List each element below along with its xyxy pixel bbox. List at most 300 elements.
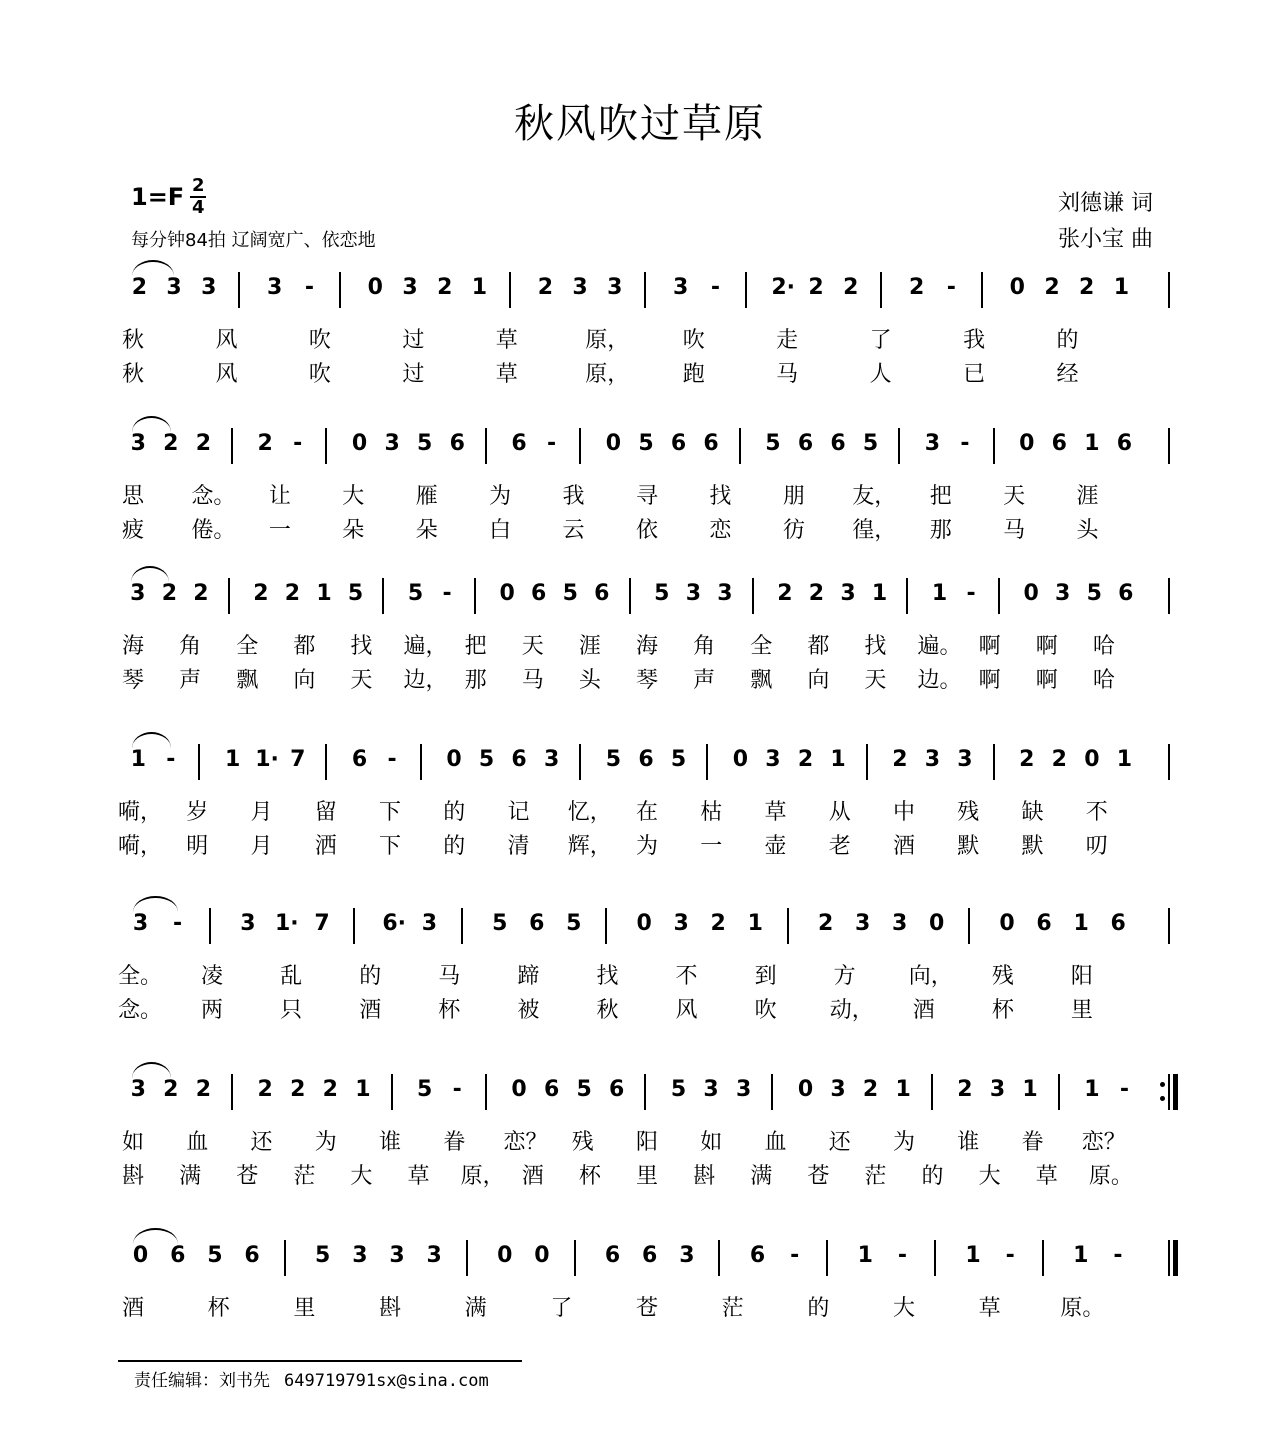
note: 2 xyxy=(322,1077,338,1102)
note: 3 xyxy=(384,431,400,456)
note: 3 xyxy=(735,1077,752,1102)
lyric-syllable: 从 xyxy=(828,800,851,825)
lyric-syllable: 谁 xyxy=(378,1130,401,1155)
note: 0 xyxy=(797,1077,814,1102)
note: 5 xyxy=(566,911,582,936)
lyric-syllable: 眷 xyxy=(1021,1130,1044,1155)
notation-row xyxy=(0,262,1280,318)
note: 3 xyxy=(673,911,689,936)
note: 2 xyxy=(909,275,925,300)
lyric-syllable: 杯 xyxy=(991,998,1014,1023)
lyric-syllable: 大 xyxy=(892,1296,915,1321)
note: 3 xyxy=(132,911,149,936)
note: 5 xyxy=(638,431,654,456)
note: 3 xyxy=(543,747,560,772)
lyric-syllable: 草 xyxy=(495,328,518,353)
note: 0 xyxy=(351,431,368,456)
lyric-syllable: 吹 xyxy=(682,328,705,353)
lyrics-verse-2 xyxy=(0,516,1280,550)
note: 2 xyxy=(437,275,453,300)
lyric-syllable: 风 xyxy=(215,328,238,353)
barline xyxy=(209,908,211,944)
lyric-syllable: 里 xyxy=(1070,998,1093,1023)
note: 3 xyxy=(989,1077,1006,1102)
lyric-syllable: 朵 xyxy=(415,518,438,543)
lyric-syllable: 涯 xyxy=(1076,484,1099,509)
lyric-syllable: 海 xyxy=(635,634,658,659)
footer xyxy=(134,1366,489,1391)
lyric-syllable: 为 xyxy=(635,834,658,859)
note: 2· xyxy=(771,275,795,300)
time-bottom: 4 xyxy=(191,197,205,218)
note: 3 xyxy=(201,275,217,300)
lyric-syllable: 天 xyxy=(521,634,544,659)
note: 2 xyxy=(808,581,825,606)
lyric-syllable: 吹 xyxy=(308,362,331,387)
lyric-syllable: 蹄 xyxy=(517,964,540,989)
note: 5 xyxy=(1086,581,1102,606)
barline xyxy=(993,428,995,464)
lyric-syllable: 哈 xyxy=(1092,668,1115,693)
lyric-syllable: 在 xyxy=(635,800,658,825)
lyric-syllable: 草 xyxy=(495,362,518,387)
lyric-syllable: 天 xyxy=(864,668,887,693)
lyric-syllable: 杯 xyxy=(438,998,461,1023)
lyric-syllable: 朋 xyxy=(782,484,805,509)
lyric-syllable: 找 xyxy=(596,964,619,989)
lyric-syllable: 嗬， xyxy=(118,800,163,825)
editor-credit: 责任编辑：刘书先 xyxy=(134,1371,270,1391)
note: 2 xyxy=(1019,747,1035,772)
lyrics-verse-1 xyxy=(0,326,1280,360)
lyric-syllable: 原。 xyxy=(1088,1164,1133,1189)
lyric-syllable: 阳 xyxy=(1070,964,1093,989)
barline xyxy=(420,744,422,780)
lyric-syllable: 大 xyxy=(978,1164,1001,1189)
note: 0 xyxy=(511,1077,527,1102)
note: 0 xyxy=(446,747,462,772)
lyric-syllable: 里 xyxy=(293,1296,316,1321)
lyrics-verse-2 xyxy=(0,666,1280,700)
note: 0 xyxy=(929,911,945,936)
lyric-syllable: 为 xyxy=(892,1130,915,1155)
note: 1 xyxy=(895,1077,911,1102)
page-title: 秋风吹过草原 xyxy=(514,101,766,147)
note: 2 xyxy=(290,1077,306,1102)
note: 3 xyxy=(426,1243,442,1268)
lyrics-verse-1 xyxy=(0,632,1280,666)
note: 1· xyxy=(274,911,299,936)
note: 7 xyxy=(290,747,306,772)
lyrics-verse-1 xyxy=(0,962,1280,996)
note: 0 xyxy=(132,1243,149,1268)
barline xyxy=(1168,272,1170,308)
lyric-syllable: 的 xyxy=(1056,328,1079,353)
barline xyxy=(579,744,581,780)
sustain-dash: - xyxy=(790,1243,800,1268)
note: 6 xyxy=(604,1243,621,1268)
slur xyxy=(131,566,169,582)
lyric-syllable: 啊 xyxy=(1035,668,1058,693)
lyric-syllable: 了 xyxy=(550,1296,573,1321)
lyric-syllable: 念。 xyxy=(191,484,236,509)
note: 2 xyxy=(195,1077,212,1102)
lyric-syllable: 忆， xyxy=(567,800,612,825)
lyric-syllable: 马 xyxy=(1003,518,1026,543)
lyrics-verse-1 xyxy=(0,482,1280,516)
lyric-syllable: 下 xyxy=(378,800,401,825)
note: 0 xyxy=(1084,747,1100,772)
lyric-syllable: 的 xyxy=(359,964,382,989)
note: 3 xyxy=(685,581,701,606)
barline xyxy=(574,1240,576,1276)
barline xyxy=(934,1240,936,1276)
note: 2 xyxy=(1051,747,1067,772)
lyric-syllable: 一 xyxy=(268,518,291,543)
lyric-syllable: 琴 xyxy=(635,668,658,693)
lyric-syllable: 朵 xyxy=(342,518,365,543)
lyric-syllable: 找 xyxy=(864,634,887,659)
lyric-syllable: 茫 xyxy=(293,1164,316,1189)
lyric-syllable: 还 xyxy=(250,1130,273,1155)
note: 6 xyxy=(749,1243,766,1268)
barline xyxy=(771,1074,773,1110)
lyric-syllable: 秋 xyxy=(121,362,144,387)
lyric-syllable: 辉， xyxy=(567,834,612,859)
barline xyxy=(474,578,476,614)
lyric-syllable: 马 xyxy=(521,668,544,693)
lyric-syllable: 下 xyxy=(378,834,401,859)
note: 2 xyxy=(862,1077,879,1102)
lyric-syllable: 大 xyxy=(342,484,365,509)
sustain-dash: - xyxy=(1005,1243,1015,1268)
note: 1 xyxy=(857,1243,873,1268)
lyric-syllable: 彷 xyxy=(782,518,805,543)
lyric-syllable: 的 xyxy=(443,800,466,825)
note: 2 xyxy=(163,1077,179,1102)
note: 2 xyxy=(163,431,179,456)
note: 2 xyxy=(131,275,147,300)
music-system xyxy=(0,418,1280,558)
note: 3 xyxy=(703,1077,719,1102)
note: 6 xyxy=(638,747,654,772)
note: 6 xyxy=(170,1243,186,1268)
note: 3 xyxy=(673,275,689,300)
barline xyxy=(981,272,983,308)
lyric-syllable: 白 xyxy=(489,518,512,543)
note: 2 xyxy=(1079,275,1095,300)
barline xyxy=(787,908,789,944)
sustain-dash: - xyxy=(293,431,303,456)
note: 5 xyxy=(562,581,578,606)
lyric-syllable: 酒 xyxy=(892,834,915,859)
sustain-dash: - xyxy=(946,275,956,300)
lyric-syllable: 酒 xyxy=(359,998,382,1023)
barline xyxy=(880,272,882,308)
note: 3 xyxy=(924,747,941,772)
sustain-dash: - xyxy=(710,275,720,300)
barline xyxy=(325,428,327,464)
note: 2 xyxy=(843,275,859,300)
composer-credit: 张小宝 曲 xyxy=(1058,227,1153,252)
barline xyxy=(509,272,511,308)
lyric-syllable: 原。 xyxy=(1060,1296,1105,1321)
note: 6 xyxy=(703,431,719,456)
lyric-syllable: 草 xyxy=(407,1164,430,1189)
time-top: 2 xyxy=(191,175,205,196)
note: 5 xyxy=(315,1243,331,1268)
lyric-syllable: 凌 xyxy=(201,964,224,989)
barline xyxy=(1168,1240,1170,1276)
lyric-syllable: 天 xyxy=(1003,484,1026,509)
note: 2 xyxy=(957,1077,973,1102)
note: 6 xyxy=(1116,431,1133,456)
note: 6 xyxy=(543,1077,560,1102)
note: 6 xyxy=(594,581,610,606)
sustain-dash: - xyxy=(547,431,557,456)
note: 1 xyxy=(1022,1077,1038,1102)
note: 3 xyxy=(679,1243,695,1268)
lyric-syllable: 都 xyxy=(293,634,316,659)
lyric-syllable: 寻 xyxy=(635,484,658,509)
tempo-marking: 每分钟84拍 辽阔宽广、依恋地 xyxy=(131,230,376,251)
barline xyxy=(998,578,1000,614)
note: 5 xyxy=(478,747,495,772)
lyric-syllable: 残 xyxy=(957,800,980,825)
lyric-syllable: 恋？ xyxy=(1081,1130,1126,1155)
note: 6 xyxy=(1036,911,1052,936)
lyric-syllable: 那 xyxy=(464,668,487,693)
lyric-syllable: 找 xyxy=(350,634,373,659)
lyric-syllable: 头 xyxy=(1076,518,1099,543)
lyric-syllable: 枯 xyxy=(700,800,723,825)
sustain-dash: - xyxy=(452,1077,462,1102)
note: 3 xyxy=(717,581,733,606)
note: 3 xyxy=(892,911,908,936)
lyric-syllable: 风 xyxy=(215,362,238,387)
note: 6 xyxy=(511,747,527,772)
lyric-syllable: 啊 xyxy=(978,668,1001,693)
lyric-syllable: 哈 xyxy=(1092,634,1115,659)
barline xyxy=(1168,1074,1170,1110)
note: 3 xyxy=(402,275,418,300)
key-label: 1=F xyxy=(131,183,185,211)
editor-email: 649719791sx@sina.com xyxy=(284,1371,489,1391)
lyric-syllable: 方 xyxy=(833,964,856,989)
lyric-syllable: 壶 xyxy=(764,834,787,859)
notation-row xyxy=(0,898,1280,954)
lyric-syllable: 倦。 xyxy=(191,518,236,543)
lyric-syllable: 疲 xyxy=(121,518,144,543)
lyric-syllable: 马 xyxy=(776,362,799,387)
note: 2 xyxy=(808,275,824,300)
lyric-syllable: 如 xyxy=(121,1130,144,1155)
slur xyxy=(133,896,177,912)
lyric-syllable: 徨， xyxy=(852,518,897,543)
note: 3 xyxy=(130,581,146,606)
note: 1 xyxy=(931,581,948,606)
barline xyxy=(745,272,747,308)
notation-row xyxy=(0,418,1280,474)
note: 2 xyxy=(710,911,726,936)
note: 5 xyxy=(765,431,781,456)
lyric-syllable: 为 xyxy=(314,1130,337,1155)
lyric-syllable: 酒 xyxy=(121,1296,144,1321)
lyric-syllable: 把 xyxy=(464,634,487,659)
barline xyxy=(706,744,708,780)
note: 5 xyxy=(862,431,879,456)
lyrics-verse-2 xyxy=(0,1162,1280,1196)
note: 1 xyxy=(1116,747,1133,772)
lyric-syllable: 角 xyxy=(179,634,202,659)
note: 5 xyxy=(417,1077,433,1102)
note: 6 xyxy=(351,747,368,772)
note: 6 xyxy=(670,431,687,456)
note: 1 xyxy=(1073,1243,1089,1268)
lyric-syllable: 酒 xyxy=(521,1164,544,1189)
note: 0 xyxy=(1009,275,1025,300)
lyric-syllable: 恋？ xyxy=(503,1130,548,1155)
note: 1 xyxy=(225,747,241,772)
note: 5 xyxy=(605,747,622,772)
lyric-syllable: 恋 xyxy=(709,518,732,543)
note: 2 xyxy=(777,581,793,606)
barline xyxy=(325,744,327,780)
lyric-syllable: 海 xyxy=(121,634,144,659)
barline xyxy=(466,1240,468,1276)
note: 3 xyxy=(830,1077,846,1102)
barline xyxy=(485,1074,487,1110)
sustain-dash: - xyxy=(304,275,314,300)
barline xyxy=(339,272,341,308)
note: 1 xyxy=(1084,1077,1100,1102)
barline xyxy=(391,1074,393,1110)
note: 5 xyxy=(654,581,670,606)
note: 2 xyxy=(253,581,269,606)
note: 0 xyxy=(499,581,515,606)
lyric-syllable: 风 xyxy=(675,998,698,1023)
sustain-dash: - xyxy=(387,747,397,772)
note: 3 xyxy=(130,431,146,456)
lyric-syllable: 都 xyxy=(807,634,830,659)
lyric-syllable: 斟 xyxy=(121,1164,144,1189)
lyric-syllable: 中 xyxy=(892,800,915,825)
barline xyxy=(228,578,230,614)
note: 5 xyxy=(407,581,424,606)
lyric-syllable: 原， xyxy=(585,362,630,387)
lyric-syllable: 不 xyxy=(1085,800,1108,825)
lyric-syllable: 那 xyxy=(929,518,952,543)
lyric-syllable: 吹 xyxy=(308,328,331,353)
lyric-syllable: 啊 xyxy=(1035,634,1058,659)
slur xyxy=(132,732,171,748)
sustain-dash: - xyxy=(172,911,183,936)
note: 1 xyxy=(355,1077,371,1102)
note: 3 xyxy=(1055,581,1071,606)
sustain-dash: - xyxy=(966,581,976,606)
barline xyxy=(382,578,384,614)
barline xyxy=(1168,428,1170,464)
note: 5 xyxy=(207,1243,223,1268)
barline xyxy=(198,744,200,780)
note: 5 xyxy=(670,1077,687,1102)
lyric-syllable: 走 xyxy=(776,328,799,353)
lyric-syllable: 苍 xyxy=(807,1164,830,1189)
note: 5 xyxy=(576,1077,592,1102)
note: 6 xyxy=(1110,911,1126,936)
lyric-syllable: 满 xyxy=(750,1164,773,1189)
lyric-syllable: 老 xyxy=(828,834,851,859)
music-system xyxy=(0,568,1280,708)
lyric-syllable: 满 xyxy=(179,1164,202,1189)
lyric-syllable: 阳 xyxy=(635,1130,658,1155)
note: 6 xyxy=(449,431,465,456)
lyric-syllable: 茫 xyxy=(864,1164,887,1189)
lyric-syllable: 全 xyxy=(750,634,773,659)
lyric-syllable: 边， xyxy=(403,668,448,693)
lyric-syllable: 记 xyxy=(507,800,530,825)
lyric-syllable: 残 xyxy=(991,964,1014,989)
note: 2 xyxy=(193,581,209,606)
note: 6 xyxy=(1118,581,1134,606)
note: 1 xyxy=(130,747,146,772)
note: 6 xyxy=(830,431,846,456)
note: 0 xyxy=(1023,581,1039,606)
sustain-dash: - xyxy=(442,581,452,606)
music-system xyxy=(0,262,1280,402)
note: 1 xyxy=(1073,911,1089,936)
lyric-syllable: 斟 xyxy=(378,1296,401,1321)
lyric-syllable: 人 xyxy=(869,362,892,387)
note: 5 xyxy=(670,747,687,772)
note: 1 xyxy=(316,581,332,606)
barline xyxy=(826,1240,828,1276)
note: 3 xyxy=(765,747,781,772)
note: 3 xyxy=(130,1077,146,1102)
note: 3 xyxy=(840,581,856,606)
lyric-syllable: 念。 xyxy=(118,998,163,1023)
lyrics-verse-1 xyxy=(0,1294,1280,1328)
barline xyxy=(629,578,631,614)
lyric-syllable: 我 xyxy=(562,484,585,509)
note: 6 xyxy=(244,1243,260,1268)
lyric-syllable: 一 xyxy=(700,834,723,859)
lyric-syllable: 飘 xyxy=(236,668,259,693)
lyric-syllable: 过 xyxy=(402,362,425,387)
note: 0 xyxy=(605,431,622,456)
lyric-syllable: 的 xyxy=(443,834,466,859)
note: 2 xyxy=(797,747,814,772)
lyric-syllable: 嗬， xyxy=(118,834,163,859)
final-barline xyxy=(1173,1240,1178,1276)
lyric-syllable: 思 xyxy=(121,484,144,509)
lyric-syllable: 草 xyxy=(978,1296,1001,1321)
barline xyxy=(579,428,581,464)
lyric-syllable: 向 xyxy=(293,668,316,693)
lyric-syllable: 还 xyxy=(828,1130,851,1155)
notation-row xyxy=(0,568,1280,624)
lyric-syllable: 边。 xyxy=(917,668,962,693)
notation-row xyxy=(0,1230,1280,1286)
note: 3 xyxy=(854,911,871,936)
lyric-syllable: 到 xyxy=(754,964,777,989)
lyric-syllable: 过 xyxy=(402,328,425,353)
final-barline xyxy=(1173,1074,1178,1110)
lyric-syllable: 跑 xyxy=(682,362,705,387)
lyrics-verse-1 xyxy=(0,798,1280,832)
note: 0 xyxy=(534,1243,550,1268)
note: 2 xyxy=(284,581,301,606)
